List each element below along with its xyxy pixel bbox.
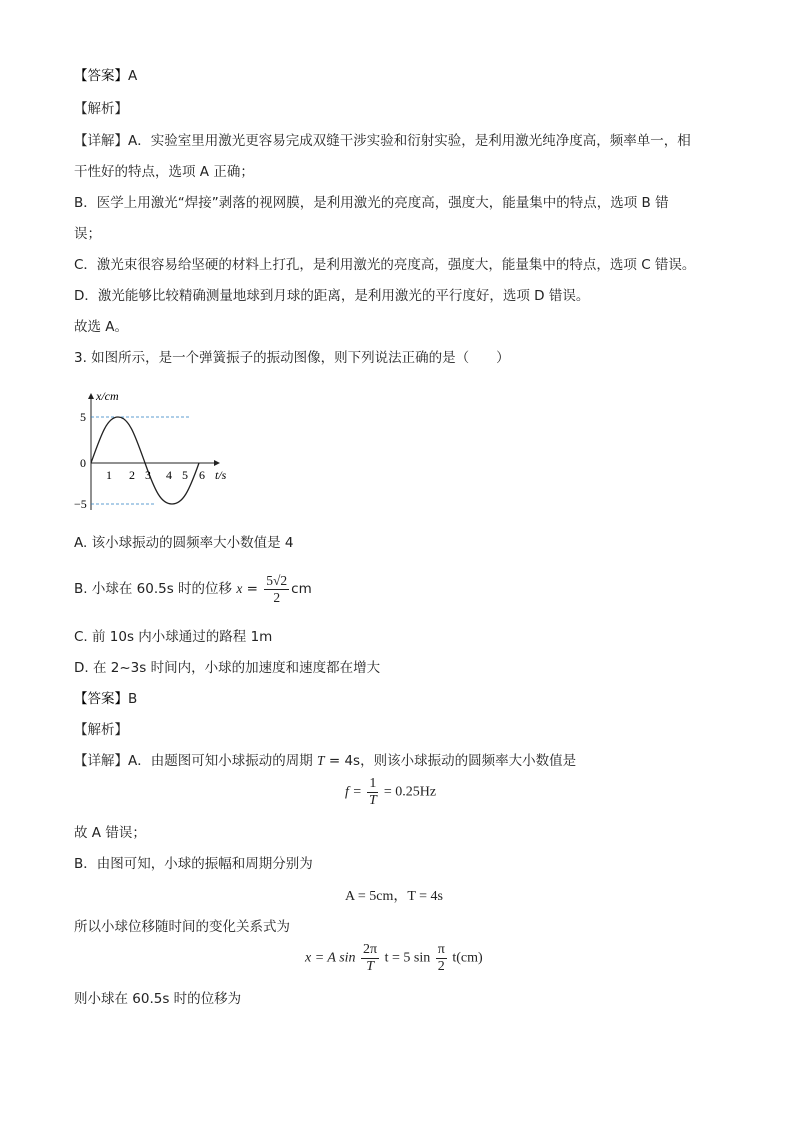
option-c-explain-line: C．激光束很容易给坚硬的材料上打孔，是利用激光的亮度高，强度大，能量集中的特点，选项 C 错误。 bbox=[74, 257, 696, 273]
formula3-num1: 2π bbox=[363, 942, 378, 957]
a-conclusion: 故 A 错误； bbox=[74, 825, 146, 841]
analysis-label-2: 【解析】 bbox=[74, 722, 128, 738]
option-a: A. 该小球振动的圆频率大小数值是 4 bbox=[74, 535, 294, 551]
option-b bbox=[74, 572, 312, 606]
formula3-rhs: t(cm) bbox=[452, 950, 483, 966]
question-3-stem: 3. 如图所示，是一个弹簧振子的振动图像，则下列说法正确的是（ ） bbox=[74, 350, 510, 366]
option-d: D. 在 2~3s 时间内，小球的加速度和速度都在增大 bbox=[74, 660, 381, 676]
x-tick-1: 1 bbox=[106, 468, 112, 482]
x-tick-6: 6 bbox=[199, 468, 205, 482]
period-var: T bbox=[317, 753, 325, 768]
x-tick-2: 2 bbox=[129, 468, 135, 482]
formula3-fraction-2 bbox=[436, 942, 447, 975]
conclusion-line-1: 故选 A。 bbox=[74, 319, 129, 335]
formula3-mid: t = 5 sin bbox=[384, 950, 431, 966]
formula1-fraction bbox=[367, 776, 378, 809]
formula3-den2: 2 bbox=[437, 959, 445, 974]
y-axis-label: x/cm bbox=[96, 389, 119, 403]
y-tick-neg: −5 bbox=[74, 497, 87, 511]
formula1-rhs: = 0.25Hz bbox=[383, 784, 437, 800]
formula-displacement bbox=[305, 942, 483, 975]
option-b-var: x bbox=[236, 581, 243, 596]
answer-line-2 bbox=[74, 689, 137, 709]
formula-frequency bbox=[345, 776, 436, 809]
analysis-label-1: 【解析】 bbox=[74, 101, 128, 117]
formula3-lhs: x = A sin bbox=[305, 950, 356, 966]
oscillation-graph bbox=[74, 388, 244, 518]
answer-label-2: 【答案】 bbox=[74, 691, 128, 707]
option-d-explain-line: D．激光能够比较精确测量地球到月球的距离，是利用激光的平行度好，选项 D 错误。 bbox=[74, 288, 590, 304]
formula1-lhs: f = bbox=[345, 784, 362, 800]
formula-amplitude-period: A = 5cm，T = 4s bbox=[345, 889, 443, 904]
answer-line-1 bbox=[74, 66, 137, 86]
option-b-eq: = bbox=[246, 581, 258, 597]
x-tick-3: 3 bbox=[145, 468, 151, 482]
answer-value-2: B bbox=[128, 691, 138, 707]
option-b-explain-line-1: B．医学上用激光“焊接”剥落的视网膜，是利用激光的亮度高，强度大，能量集中的特点，选项 B 错 bbox=[74, 195, 669, 211]
detail-line-1: 【详解】A．实验室里用激光更容易完成双缝干涉实验和衍射实验，是利用激光纯净度高，频率单一，相 bbox=[74, 133, 691, 149]
formula3-num2: π bbox=[437, 942, 445, 957]
detail-line-2: 干性好的特点，选项 A 正确； bbox=[74, 164, 254, 180]
option-b-fraction bbox=[264, 573, 289, 606]
detail-prefix: 【详解】A．由题图可知小球振动的周期 bbox=[74, 753, 313, 769]
detail-line-2-1 bbox=[74, 751, 576, 771]
formula3-fraction-1 bbox=[361, 942, 379, 975]
y-tick-pos: 5 bbox=[80, 410, 86, 424]
formula1-num: 1 bbox=[369, 776, 377, 791]
x-axis-label: t/s bbox=[215, 468, 227, 482]
option-b-numerator: 5√2 bbox=[266, 572, 288, 588]
x-tick-4: 4 bbox=[166, 468, 172, 482]
formula1-den: T bbox=[368, 793, 377, 808]
b-explain-line: B．由图可知，小球的振幅和周期分别为 bbox=[74, 856, 313, 872]
sine-curve bbox=[91, 417, 199, 504]
detail-mid: = 4s，则该小球振动的圆频率大小数值是 bbox=[324, 753, 577, 769]
answer-label: 【答案】 bbox=[74, 68, 128, 84]
option-b-explain-line-2: 误； bbox=[74, 226, 101, 242]
formula3-den1: T bbox=[366, 959, 374, 974]
origin-label: 0 bbox=[80, 456, 86, 470]
last-line: 则小球在 60.5s 时的位移为 bbox=[74, 991, 242, 1007]
option-b-prefix: B. 小球在 60.5s 时的位移 bbox=[74, 581, 233, 597]
relation-line: 所以小球位移随时间的变化关系式为 bbox=[74, 919, 290, 935]
option-c: C. 前 10s 内小球通过的路程 1m bbox=[74, 629, 273, 645]
answer-value: A bbox=[128, 68, 138, 84]
option-b-denominator: 2 bbox=[273, 589, 281, 605]
option-b-unit: cm bbox=[291, 581, 312, 597]
x-tick-5: 5 bbox=[182, 468, 188, 482]
